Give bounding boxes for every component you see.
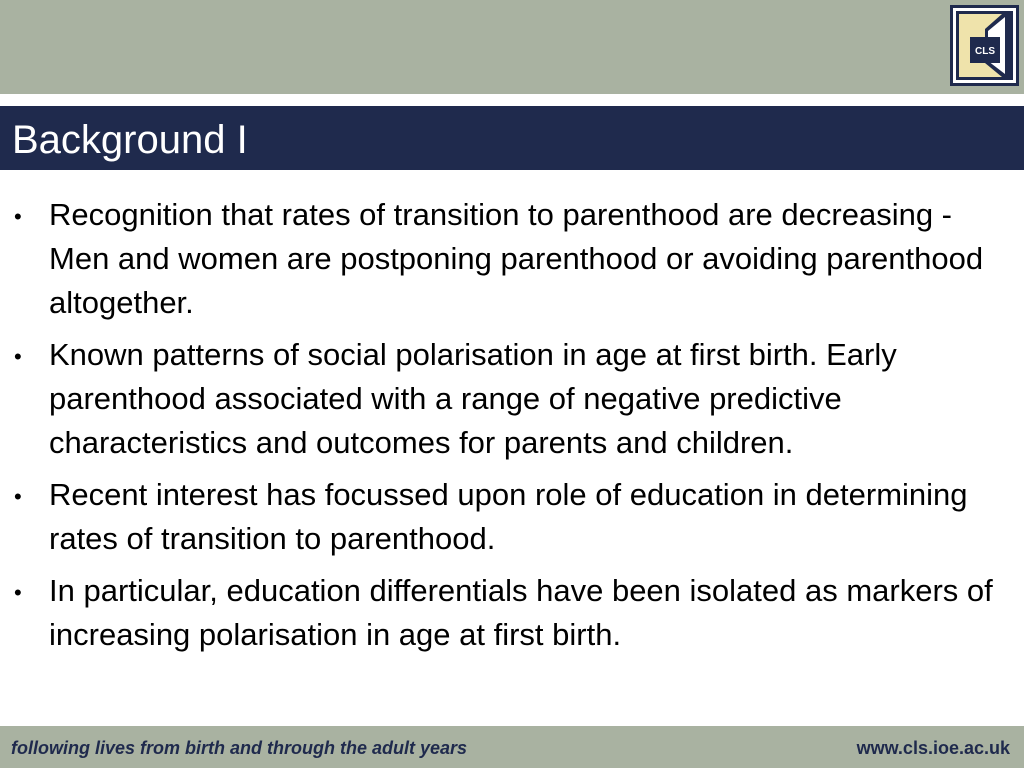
footer-url[interactable]: www.cls.ioe.ac.uk: [856, 738, 1010, 758]
bullet-text: Recent interest has focussed upon role of education in determining rates of transition to parenthood.: [49, 477, 968, 556]
bullet-text: Known patterns of social polarisation in age at first birth. Early parenthood associated with a range of negative predictive characteristics and outcomes for parents and children.: [49, 337, 897, 460]
bullet-item: [0, 193, 1010, 325]
bullet-list: [0, 193, 1010, 665]
bullet-text: In particular, education differentials have been isolated as markers of increasing polarisation in age at first birth.: [49, 573, 993, 652]
bullet-icon: •: [14, 484, 22, 509]
cls-logo: [950, 5, 1019, 86]
footer-tagline: following lives from birth and through the adult years: [11, 738, 468, 758]
bullet-text: Recognition that rates of transition to parenthood are decreasing - Men and women are postponing parenthood or avoiding parenthood altogether.: [49, 197, 984, 320]
bullet-item: [0, 333, 1010, 465]
logo-text: CLS: [975, 46, 995, 57]
bullet-icon: •: [14, 580, 22, 605]
header-band: [0, 0, 1024, 94]
bullet-item: [0, 473, 1010, 561]
bullet-item: [0, 569, 1010, 657]
slide-title: Background I: [12, 118, 248, 162]
bullet-icon: •: [14, 344, 22, 369]
bullet-icon: •: [14, 204, 22, 229]
